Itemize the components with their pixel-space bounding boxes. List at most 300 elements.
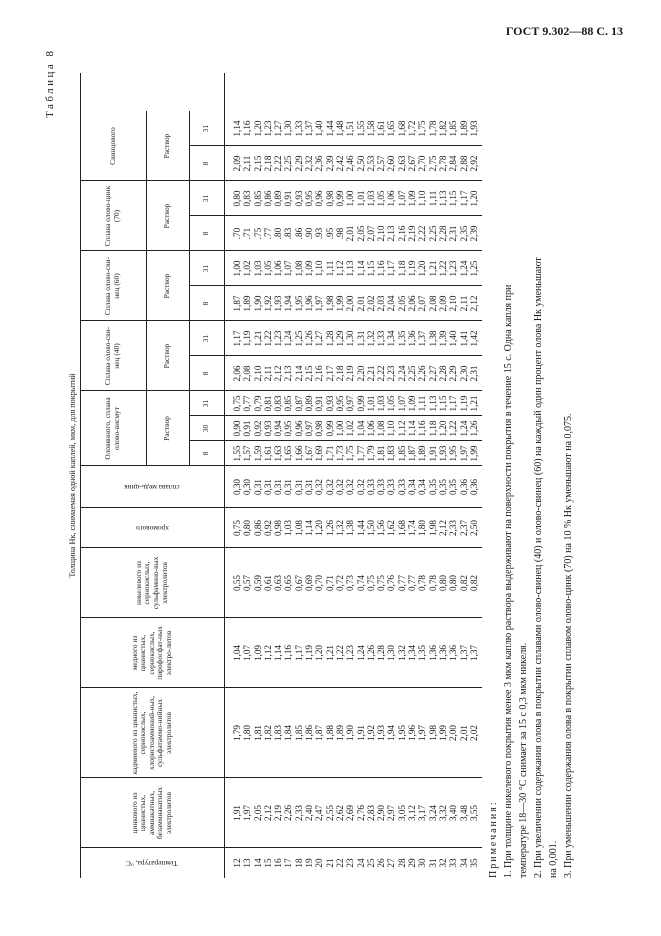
table-cell: 1,10: [314, 260, 325, 277]
table-cell: 3,32: [437, 804, 448, 822]
header-chrome-text: хромового: [135, 524, 169, 534]
table-cell: 0,97: [304, 420, 315, 437]
table-cell: 1,14: [407, 420, 418, 437]
table-cell: 1,19: [458, 395, 469, 412]
table-cell: 2,10: [252, 365, 263, 382]
table-cell: 2,27: [427, 365, 438, 382]
copper-column: [232, 618, 479, 688]
table-cell: 1,44: [355, 519, 366, 537]
table-cell: 27: [386, 858, 397, 868]
table-cell: 1,93: [273, 295, 284, 312]
table-cell: 2,11: [458, 295, 469, 312]
table-cell: 1,85: [396, 445, 407, 462]
header-tin-lead60: [80, 251, 146, 321]
table-cell: 1,20: [314, 519, 325, 537]
table-cell: 2,70: [417, 155, 428, 172]
table-cell: 1,22: [437, 260, 448, 277]
table-cell: 1,40: [448, 330, 459, 347]
table-cell: 1,22: [262, 330, 273, 347]
table-cell: 2,22: [376, 365, 387, 382]
table-cell: 0,32: [314, 478, 325, 496]
table-cell: 2,29: [448, 365, 459, 382]
header-lead: [80, 111, 146, 181]
table-cell: 0,82: [468, 574, 479, 592]
table-cell: 2,19: [407, 225, 418, 242]
table-cell: 0,30: [242, 478, 253, 496]
table-cell: 1,26: [324, 519, 335, 537]
header-sol-8: [189, 441, 224, 466]
lead-8-column: [232, 146, 479, 181]
header-sol-8-text: 8: [201, 451, 211, 456]
table-cell: 0,92: [252, 420, 263, 437]
table-cell: 2,07: [417, 295, 428, 312]
table-cell: 2,36: [314, 155, 325, 172]
table-cell: 0,31: [283, 478, 294, 496]
table-cell: 2,16: [314, 365, 325, 382]
table-cell: 1,38: [427, 330, 438, 347]
table-cell: 2,25: [407, 365, 418, 382]
table-cell: 0,98: [273, 519, 284, 537]
table-cell: 1,78: [427, 120, 438, 137]
table-cell: 1,30: [283, 120, 294, 137]
table-cell: 0,80: [232, 190, 242, 207]
header-temperature: [80, 848, 224, 878]
table-cell: 1,06: [273, 260, 284, 277]
table-cell: 1,33: [293, 120, 304, 137]
table-cell: 0,75: [376, 574, 387, 592]
table-cell: 1,09: [407, 395, 418, 412]
table-cell: 0,70: [314, 574, 325, 592]
header-solution: [146, 251, 189, 321]
table-cell: 2,05: [355, 225, 366, 242]
table-cell: 1,92: [262, 295, 273, 312]
table-cell: 0,91: [283, 190, 294, 207]
table-cell: 1,81: [252, 724, 263, 742]
table-cell: 1,79: [232, 724, 242, 742]
table-cell: 1,83: [273, 724, 284, 742]
table-cell: 1,90: [345, 724, 356, 742]
table-cell: 1,14: [355, 260, 366, 277]
header-temperature-text: Температура, °С: [126, 859, 178, 869]
table-cell: 0,31: [304, 478, 315, 496]
table-cell: 0,85: [252, 190, 263, 207]
header-sol-8-text: 8: [201, 231, 211, 236]
table-cell: 1,89: [242, 295, 253, 312]
table-cell: 1,05: [386, 395, 397, 412]
table-cell: 1,36: [407, 330, 418, 347]
table-cell: 1,50: [365, 519, 376, 537]
table-cell: 2,32: [304, 155, 315, 172]
tin-lead40-8-column: [232, 356, 479, 391]
table-cell: 1,55: [355, 120, 366, 137]
header-sol-8: [189, 146, 224, 181]
table-cell: 0,73: [345, 574, 356, 592]
table-cell: 23: [345, 858, 356, 868]
table-cell: 2,15: [304, 365, 315, 382]
table-cell: 2,10: [448, 295, 459, 312]
table-cell: 1,30: [386, 644, 397, 662]
table-cell: 2,69: [345, 804, 356, 822]
table-cell: 0,80: [448, 574, 459, 592]
table-cell: 0,31: [252, 478, 263, 496]
table-cell: 1,07: [396, 190, 407, 207]
header-sol-8: [189, 286, 224, 321]
tin-zinc70-31-column: [232, 181, 479, 216]
copper-zinc-column: [232, 466, 479, 508]
table-cell: 1,26: [304, 330, 315, 347]
header-sol-8: [189, 216, 224, 251]
header-bottom-rule: [224, 73, 225, 878]
table-cell: 1,94: [283, 295, 294, 312]
table-cell: 1,61: [376, 120, 387, 137]
header-sol-8-text: 8: [201, 301, 211, 306]
header-cadmium: [80, 688, 224, 778]
note-line: на 0,001.: [548, 840, 559, 878]
table-cell: 1,63: [273, 445, 284, 462]
header-solution-text: Раствор: [162, 133, 172, 159]
table-cell: 1,17: [448, 395, 459, 412]
table-cell: 2,26: [417, 365, 428, 382]
table-cell: 2,23: [386, 365, 397, 382]
table-cell: 1,94: [386, 724, 397, 742]
table-cell: 0,95: [334, 395, 345, 412]
zinc-column: [232, 778, 479, 848]
table-cell: 0,97: [345, 395, 356, 412]
table-cell: 1,36: [437, 644, 448, 662]
table-cell: .71: [242, 227, 253, 240]
table-cell: 1,37: [417, 330, 428, 347]
table-cell: 3,40: [448, 804, 459, 822]
table-cell: 1,85: [293, 724, 304, 742]
table-cell: 1,29: [334, 330, 345, 347]
table-cell: 2,05: [252, 804, 263, 822]
table-cell: 0,76: [386, 574, 397, 592]
header-solution-text: Раствор: [162, 203, 172, 229]
table-cell: 1,16: [283, 644, 294, 662]
table-cell: 1,58: [365, 120, 376, 137]
table-cell: 1,99: [437, 724, 448, 742]
table-cell: 1,23: [273, 330, 284, 347]
table-cell: 0,94: [273, 420, 284, 437]
table-cell: 0,95: [304, 190, 315, 207]
table-cell: 1,95: [396, 724, 407, 742]
table-cell: 0,36: [468, 478, 479, 496]
table-cell: 2,22: [273, 155, 284, 172]
table-cell: 1,87: [232, 295, 242, 312]
table-cell: 1,01: [355, 190, 366, 207]
table-cell: 1,97: [458, 445, 469, 462]
table-cell: 0,95: [283, 420, 294, 437]
table-cell: 0,31: [273, 478, 284, 496]
tin-zinc70-8-column: [232, 216, 479, 251]
table-cell: 1,99: [468, 445, 479, 462]
table-cell: 1,17: [458, 190, 469, 207]
page-header: ГОСТ 9.302—88 С. 13: [505, 24, 623, 38]
table-cell: .95: [324, 227, 335, 240]
header-sol-30-text: 30: [201, 424, 211, 433]
table-cell: 1,24: [458, 420, 469, 437]
table-cell: 1,15: [448, 190, 459, 207]
table-cell: 3,24: [427, 804, 438, 822]
table-number: Таблица 8: [44, 48, 56, 118]
table-cell: 0,83: [273, 395, 284, 412]
table-cell: 1,03: [376, 395, 387, 412]
table-cell: 1,65: [283, 445, 294, 462]
table-cell: .75: [252, 227, 263, 240]
table-cell: 0,59: [252, 574, 263, 592]
table-cell: 1,02: [345, 420, 356, 437]
table-cell: 1,11: [427, 190, 438, 207]
header-sol-8: [189, 356, 224, 391]
table-cell: 1,82: [437, 120, 448, 137]
table-cell: 1,24: [355, 644, 366, 662]
header-tin-lead40-text: Сплава олово-сви-нец (40): [103, 326, 121, 386]
table-cell: 1,00: [232, 260, 242, 277]
header-sol-31-text: 31: [201, 124, 211, 133]
header-solution-text: Раствор: [162, 273, 172, 299]
table-cell: 2,67: [407, 155, 418, 172]
header-copper-zinc-text: сплава медь-цинк: [124, 483, 180, 493]
table-cell: 0,77: [396, 574, 407, 592]
table-cell: 1,37: [458, 644, 469, 662]
table-cell: 1,36: [427, 644, 438, 662]
cadmium-column: [232, 688, 479, 778]
header-sol-31-text: 31: [201, 264, 211, 273]
table-cell: 2,39: [468, 225, 479, 242]
table-cell: 2,00: [345, 295, 356, 312]
table-cell: 1,98: [427, 519, 438, 537]
table-cell: 1,51: [345, 120, 356, 137]
table-cell: 1,09: [304, 260, 315, 277]
table-cell: 1,38: [345, 519, 356, 537]
table-cell: 2,01: [355, 295, 366, 312]
table-cell: 28: [396, 858, 407, 868]
table-cell: 1,05: [262, 260, 273, 277]
table-cell: 1,24: [458, 260, 469, 277]
table-cell: 1,06: [365, 420, 376, 437]
table-cell: 1,17: [293, 644, 304, 662]
table-cell: 1,03: [365, 190, 376, 207]
table-cell: 2,09: [437, 295, 448, 312]
table-cell: 0,91: [314, 395, 325, 412]
table-title: Толщина Hк, снимаемая одной каплей, мкм, для покрытий: [68, 373, 77, 578]
header-sol-8-text: 8: [201, 371, 211, 376]
tin-bismuth-8-column: [232, 441, 479, 466]
header-solution: [146, 181, 189, 251]
table-cell: 2,29: [293, 155, 304, 172]
table-cell: 1,84: [283, 724, 294, 742]
table-cell: 0,80: [437, 574, 448, 592]
table-cell: 1,97: [242, 804, 253, 822]
table-cell: 1,97: [314, 295, 325, 312]
table-cell: 1,81: [376, 445, 387, 462]
table-cell: 0,31: [262, 478, 273, 496]
table-cell: 0,35: [437, 478, 448, 496]
table-cell: 1,40: [314, 120, 325, 137]
table-cell: 2,33: [448, 519, 459, 537]
table-cell: 22: [334, 858, 345, 868]
table-cell: 1,75: [417, 120, 428, 137]
table-cell: 2,30: [458, 365, 469, 382]
table-cell: 0,72: [334, 574, 345, 592]
table-cell: 0,96: [293, 420, 304, 437]
table-cell: 2,57: [376, 155, 387, 172]
table-cell: 2,16: [396, 225, 407, 242]
table-cell: 1,18: [427, 420, 438, 437]
table-cell: 1,21: [252, 330, 263, 347]
table-cell: 1,33: [376, 330, 387, 347]
table-cell: 1,89: [458, 120, 469, 137]
table-cell: 1,21: [468, 395, 479, 412]
table-cell: 1,11: [417, 395, 428, 412]
table-cell: 1,32: [365, 330, 376, 347]
table-cell: 1,03: [283, 519, 294, 537]
table-cell: 1,12: [262, 644, 273, 662]
table-cell: 1,87: [407, 445, 418, 462]
table-cell: 1,14: [232, 120, 242, 137]
table-cell: 1,37: [468, 644, 479, 662]
temperature-column: [232, 848, 479, 878]
header-nickel: [80, 548, 224, 618]
table-cell: 0,55: [232, 574, 242, 592]
table-cell: 0,67: [293, 574, 304, 592]
table-cell: 0,78: [427, 574, 438, 592]
table-cell: 1,15: [437, 395, 448, 412]
table-cell: 0,75: [365, 574, 376, 592]
table-cell: 2,92: [468, 155, 479, 172]
table-cell: 0,69: [304, 574, 315, 592]
table-cell: 0,83: [242, 190, 253, 207]
table-cell: 0,35: [448, 478, 459, 496]
table-cell: 1,85: [448, 120, 459, 137]
table-cell: 1,74: [407, 519, 418, 537]
header-sol-31-text: 31: [201, 399, 211, 408]
header-sol-30: [189, 416, 224, 441]
table-cell: 1,66: [293, 445, 304, 462]
table-cell: 1,79: [365, 445, 376, 462]
table-cell: 1,20: [468, 190, 479, 207]
table-cell: 1,35: [417, 644, 428, 662]
table-cell: 2,08: [242, 365, 253, 382]
table-cell: 1,22: [448, 420, 459, 437]
table-cell: 1,21: [324, 644, 335, 662]
table-cell: .98: [334, 227, 345, 240]
rotated-table-page: [44, 18, 622, 878]
table-cell: 1,48: [334, 120, 345, 137]
header-solution-text: Раствор: [162, 416, 172, 441]
table-cell: 1,16: [242, 120, 253, 137]
table-cell: 32: [437, 858, 448, 868]
table-cell: 1,20: [252, 120, 263, 137]
table-cell: 1,03: [252, 260, 263, 277]
table-cell: 1,69: [314, 445, 325, 462]
table-cell: 0,61: [262, 574, 273, 592]
table-cell: 2,06: [407, 295, 418, 312]
header-copper-text: медного из цианистых, сернокислых, пирофосфат-ных электро-литов: [129, 626, 173, 680]
header-sol-31: [189, 391, 224, 416]
table-cell: 0,63: [273, 574, 284, 592]
table-cell: 1,23: [345, 644, 356, 662]
table-cell: 15: [262, 858, 273, 868]
table-cell: 19: [304, 858, 315, 868]
header-chrome: [80, 508, 224, 548]
table-cell: .83: [283, 227, 294, 240]
table-cell: 2,50: [468, 519, 479, 537]
table-cell: 1,19: [407, 260, 418, 277]
nickel-column: [232, 548, 479, 618]
table-cell: 2,76: [355, 804, 366, 822]
table-cell: 18: [293, 858, 304, 868]
table-cell: 1,16: [376, 260, 387, 277]
table-cell: 2,97: [386, 804, 397, 822]
table-cell: 1,01: [365, 395, 376, 412]
table-cell: 2,90: [376, 804, 387, 822]
table-cell: 2,18: [262, 155, 273, 172]
table-cell: 2,15: [252, 155, 263, 172]
table-cell: 3,12: [407, 804, 418, 822]
table-cell: 0,74: [355, 574, 366, 592]
table-cell: 0,32: [324, 478, 335, 496]
table-cell: 1,31: [355, 330, 366, 347]
table-cell: 1,23: [262, 120, 273, 137]
table-cell: 1,35: [396, 330, 407, 347]
notes-section: [486, 64, 576, 878]
table-cell: 1,25: [293, 330, 304, 347]
table-cell: 2,53: [365, 155, 376, 172]
table-cell: 1,62: [386, 519, 397, 537]
table-cell: 2,42: [334, 155, 345, 172]
table-cell: 0,82: [458, 574, 469, 592]
table-cell: 1,93: [437, 445, 448, 462]
table-cell: 1,13: [437, 190, 448, 207]
table-cell: 0,81: [262, 395, 273, 412]
table-cell: 1,20: [314, 644, 325, 662]
table-cell: 2,22: [417, 225, 428, 242]
table-cell: 2,19: [345, 365, 356, 382]
table-cell: 1,21: [427, 260, 438, 277]
table-cell: 0,89: [273, 190, 284, 207]
table-cell: 2,01: [345, 225, 356, 242]
table-cell: 1,15: [365, 260, 376, 277]
table-cell: 1,95: [293, 295, 304, 312]
table-cell: 1,24: [283, 330, 294, 347]
table-cell: 1,17: [232, 330, 242, 347]
table-cell: 2,35: [458, 225, 469, 242]
table-cell: 0,75: [232, 519, 242, 537]
table-cell: 1,55: [232, 445, 242, 462]
table-cell: 0,98: [324, 190, 335, 207]
table-cell: 2,05: [396, 295, 407, 312]
table-cell: 3,48: [458, 804, 469, 822]
tin-lead60-31-column: [232, 251, 479, 286]
table-cell: 0,33: [396, 478, 407, 496]
table-cell: 1,11: [324, 260, 335, 277]
header-tin-lead40: [80, 321, 146, 391]
table-cell: 1,90: [252, 295, 263, 312]
table-cell: 2,33: [293, 804, 304, 822]
table-cell: 0,57: [242, 574, 253, 592]
table-cell: 1,14: [273, 644, 284, 662]
table-cell: 1,20: [417, 260, 428, 277]
table-cell: 1,95: [448, 445, 459, 462]
note-line: температуре 18—30 °С снимает за 15 с 0,3 мкм никеля.: [518, 642, 529, 878]
table-cell: 1,26: [365, 644, 376, 662]
table-cell: 2,47: [314, 804, 325, 822]
table-cell: 1,89: [417, 445, 428, 462]
header-solution: [146, 111, 189, 181]
table-cell: 1,80: [417, 519, 428, 537]
table-cell: 2,07: [365, 225, 376, 242]
